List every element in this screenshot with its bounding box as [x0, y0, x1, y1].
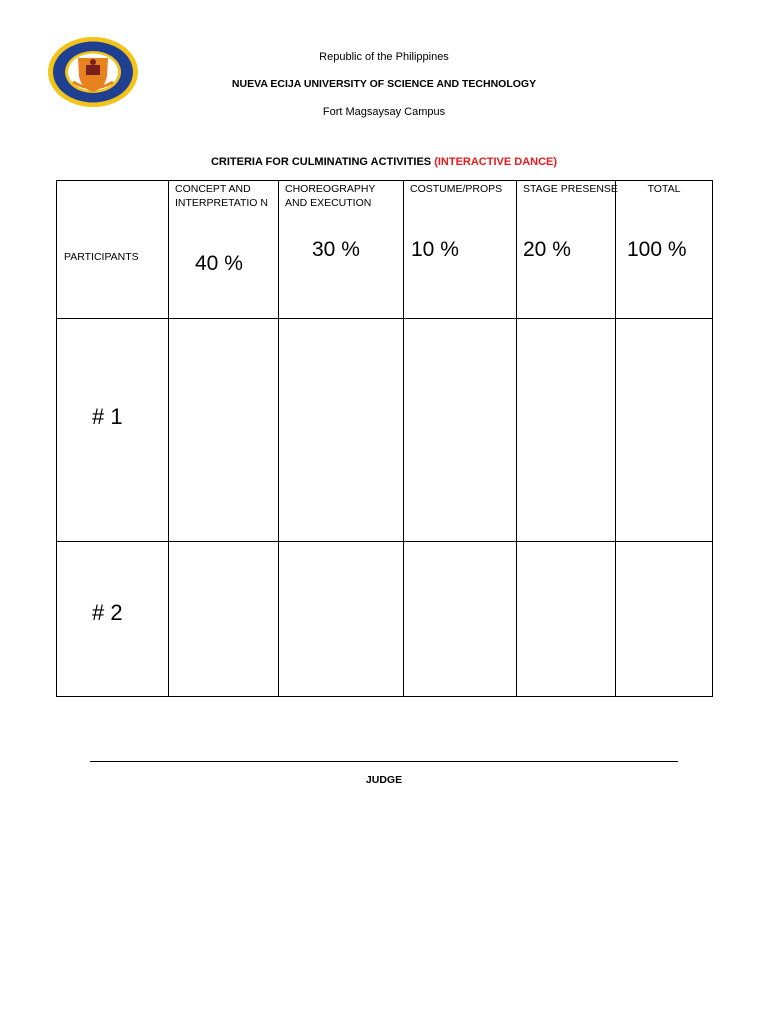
score-cell[interactable]	[169, 542, 279, 697]
score-cell[interactable]	[279, 319, 404, 542]
criterion-header-costume	[404, 181, 517, 319]
criterion-label: CONCEPT AND INTERPRETATIO N	[175, 183, 268, 209]
score-cell[interactable]	[616, 542, 713, 697]
criterion-header-choreography	[279, 181, 404, 319]
participant-number: # 2	[92, 600, 123, 625]
header-university: NUEVA ECIJA UNIVERSITY OF SCIENCE AND TECHNOLOGY	[231, 78, 537, 90]
criteria-highlight: (INTERACTIVE DANCE)	[434, 156, 558, 168]
score-cell[interactable]	[517, 319, 616, 542]
score-cell[interactable]	[169, 319, 279, 542]
table-row	[57, 542, 713, 697]
participant-cell	[57, 319, 169, 542]
criteria-title	[0, 156, 768, 168]
header-republic: Republic of the Philippines	[319, 51, 449, 63]
criterion-label: STAGE PRESENSE	[523, 183, 618, 195]
table-header-row	[57, 181, 713, 319]
criterion-weight: 10 %	[411, 238, 459, 261]
participant-cell	[57, 542, 169, 697]
criterion-weight: 100 %	[627, 238, 687, 261]
participants-header: PARTICIPANTS	[64, 251, 139, 263]
criterion-header-stage	[517, 181, 616, 319]
criterion-weight: 40 %	[195, 252, 243, 275]
criterion-label: COSTUME/PROPS	[410, 183, 503, 195]
criterion-header-total	[616, 181, 713, 319]
university-seal-icon	[47, 36, 139, 108]
score-cell[interactable]	[616, 319, 713, 542]
criterion-weight: 30 %	[312, 238, 360, 261]
rubric-table	[56, 180, 713, 697]
criterion-header-concept	[169, 181, 279, 319]
criteria-prefix: CRITERIA FOR CULMINATING ACTIVITIES	[210, 156, 435, 168]
criterion-label: CHOREOGRAPHY AND EXECUTION	[285, 183, 376, 209]
table-row	[57, 319, 713, 542]
participants-header-cell	[57, 181, 169, 319]
score-cell[interactable]	[404, 319, 517, 542]
participant-number: # 1	[92, 404, 123, 429]
criterion-label: TOTAL	[647, 183, 681, 195]
score-cell[interactable]	[279, 542, 404, 697]
signature-line	[90, 761, 678, 762]
judge-label: JUDGE	[365, 774, 403, 786]
header-campus: Fort Magsaysay Campus	[322, 106, 446, 118]
score-cell[interactable]	[404, 542, 517, 697]
score-cell[interactable]	[517, 542, 616, 697]
criterion-weight: 20 %	[523, 238, 571, 261]
